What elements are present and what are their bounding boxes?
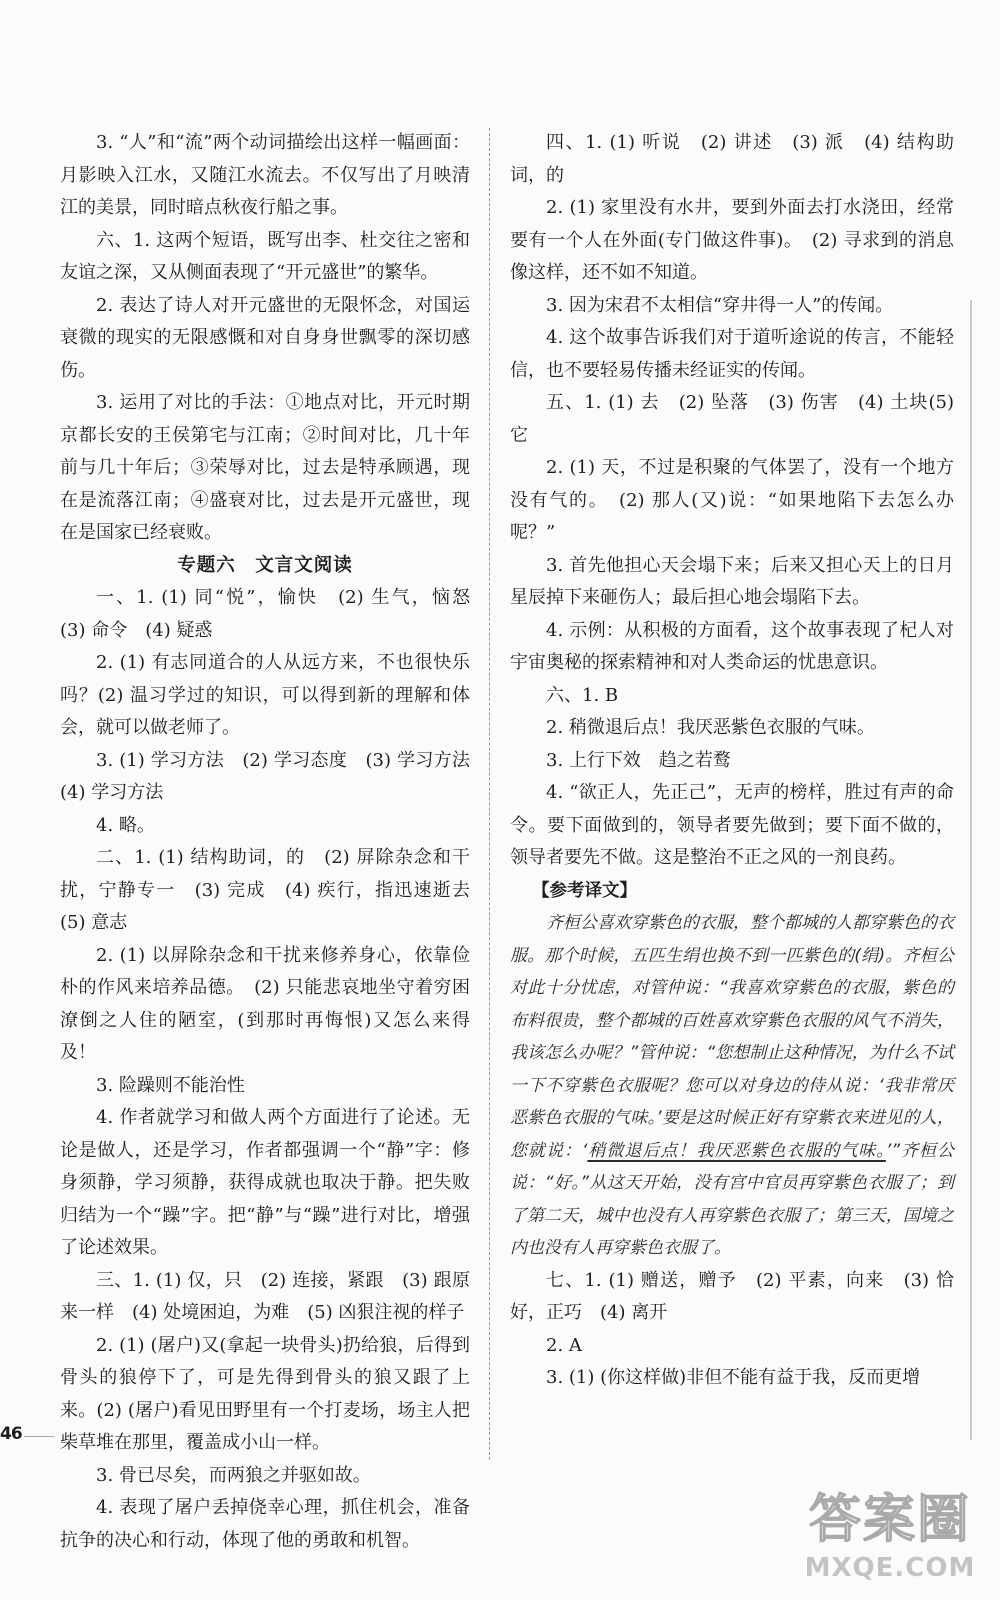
- answer-para: 2. (1) (屠户)又(拿起一块骨头)扔给狼，后得到骨头的狼停下了，可是先得到骨头的狼又跟了上来。(2) (屠户)看见田野里有一个打麦场，场主人把柴草堆在那里，覆盖成小山一样。: [60, 1334, 470, 1453]
- answer-para: 4. 作者就学习和做人两个方面进行了论述。无论是做人，还是学习，作者都强调一个“静”字：修身须静，学习须静，获得成就也取决于静。把失败归结为一个“躁”字。把“静”与“躁”进行对比，增强了论述效果。: [60, 1107, 470, 1258]
- answer-para: 3. 上行下效 趋之若鹜: [546, 749, 731, 771]
- answer-para: 五、1. (1) 去 (2) 坠落 (3) 伤害 (4) 土块(5) 它: [510, 392, 954, 446]
- underlined-sentence: 稍微退后点！我厌恶紫色衣服的气味。: [587, 1140, 886, 1161]
- answer-para: 3. 因为宋君不太相信“穿井得一人”的传闻。: [546, 294, 894, 316]
- watermark: [790, 1488, 990, 1600]
- reference-translation-title: 【参考译文】: [532, 880, 637, 901]
- answer-para: 3. 运用了对比的手法：①地点对比，开元时期京都长安的王侯第宅与江南；②时间对比，几十年前与几十年后；③荣辱对比，过去是特承顾遇，现在是流落江南；④盛衰对比，过去是开元盛世，现在是国家已经衰败。: [60, 392, 470, 543]
- page-edge-shadow: [970, 300, 972, 1440]
- answer-para: 三、1. (1) 仅，只 (2) 连接，紧跟 (3) 跟原来一样 (4) 处境困迫，为难 (5) 凶狠注视的样子: [60, 1269, 470, 1323]
- answer-para: 3. “人”和“流”两个动词描绘出这样一幅画面：月影映入江水，又随江水流去。不仅写出了月映清江的美景，同时暗点秋夜行船之事。: [60, 132, 470, 218]
- answer-para: 2. (1) 家里没有水井，要到外面去打水浇田，经常要有一个人在外面(专门做这件事)。 (2) 寻求到的消息像这样，还不如不知道。: [510, 197, 954, 283]
- column-divider: [489, 128, 490, 1460]
- right-column: [510, 127, 954, 1395]
- answer-para: 六、1. B: [546, 684, 619, 706]
- answer-para: 4. 略。: [96, 814, 155, 836]
- translation-text: ’”齐桓公说：“好。”从这天开始，没有宫中官员再穿紫色衣服了；到了第二天，城中也没有人再穿紫色衣服了；第三天，国境之内也没有人再穿紫色衣服了。: [510, 1140, 955, 1258]
- answer-para: 2. (1) 以屏除杂念和干扰来修养身心，依靠俭朴的作风来培养品德。 (2) 只能悲哀地坐守着穷困潦倒之人住的陋室，(到那时再悔恨)又怎么来得及！: [60, 944, 470, 1063]
- answer-para: 3. (1) 学习方法 (2) 学习态度 (3) 学习方法(4) 学习方法: [60, 749, 470, 803]
- answer-para: 二、1. (1) 结构助词，的 (2) 屏除杂念和干扰，宁静专一 (3) 完成 (4) 疾行，指迅速逝去(5) 意志: [60, 847, 470, 933]
- answer-para: 七、1. (1) 赠送，赠予 (2) 平素，向来 (3) 恰好，正巧 (4) 离开: [510, 1269, 954, 1323]
- answer-para: 4. “欲正人，先正己”，无声的榜样，胜过有声的命令。要下面做到的，领导者要先做到；要下面不做的，领导者要先不做。这是整治不正之风的一剂良药。: [510, 782, 954, 868]
- answer-para: 2. A: [546, 1334, 582, 1356]
- answer-para: 4. 表现了屠户丢掉侥幸心理，抓住机会，准备抗争的决心和行动，体现了他的勇敢和机智。: [60, 1497, 470, 1551]
- answer-para: 4. 示例：从积极的方面看，这个故事表现了杞人对宇宙奥秘的探索精神和对人类命运的忧患意识。: [510, 619, 954, 673]
- answer-para: 四、1. (1) 听说 (2) 讲述 (3) 派 (4) 结构助词，的: [510, 132, 954, 186]
- translation-text: 齐桓公喜欢穿紫色的衣服，整个都城的人都穿紫色的衣服。那个时候，五匹生绢也换不到一匹紫色的(绢)。齐桓公对此十分忧虑，对管仲说：“我喜欢穿紫色的衣服，紫色的布料很贵，整个都城的百姓喜欢穿紫色衣服的风气不消失，我该怎么办呢？”管仲说：“您想制止这种情况，为什么不试一下不穿紫色衣服呢？您可以对身边的侍从说：‘我非常厌恶紫色衣服的气味。’要是这时候正好有穿紫衣来进见的人，您就说：‘: [510, 913, 954, 1161]
- left-column: [60, 127, 488, 1557]
- answer-para: 3. (1) (你这样做)非但不能有益于我，反而更增: [546, 1367, 921, 1388]
- answer-para: 3. 骨已尽矣，而两狼之并驱如故。: [96, 1464, 371, 1486]
- answer-para: 2. (1) 天，不过是积聚的气体罢了，没有一个地方没有气的。 (2) 那人(又)说：“如果地陷下去怎么办呢？”: [510, 457, 954, 543]
- page-number-rule: [24, 1436, 54, 1437]
- section-title: 专题六 文言文阅读: [177, 554, 353, 576]
- page-number: 46: [0, 1424, 22, 1444]
- answer-para: 2. 表达了诗人对开元盛世的无限怀念，对国运衰微的现实的无限感慨和对自身身世飘零的深切感伤。: [60, 294, 470, 381]
- answer-para: 六、1. 这两个短语，既写出李、杜交往之密和友谊之深，又从侧面表现了“开元盛世”的繁华。: [60, 229, 470, 283]
- answer-para: 2. (1) 有志同道合的人从远方来，不也很快乐吗？(2) 温习学过的知识，可以得到新的理解和体会，就可以做老师了。: [60, 652, 470, 738]
- watermark-url: MXQE.COM: [804, 1553, 976, 1583]
- answer-para: 4. 这个故事告诉我们对于道听途说的传言，不能轻信，也不要轻易传播未经证实的传闻。: [510, 327, 954, 381]
- answer-para: 3. 险躁则不能治性: [96, 1074, 245, 1096]
- reference-translation: [510, 907, 954, 1265]
- answer-para: 3. 首先他担心天会塌下来；后来又担心天上的日月星辰掉下来砸伤人；最后担心地会塌陷下去。: [510, 554, 954, 608]
- answer-para: 2. 稍微退后点！我厌恶紫色衣服的气味。: [546, 717, 875, 738]
- watermark-logo: 答案圈: [808, 1490, 971, 1550]
- answer-para: 一、1. (1) 同“悦”，愉快 (2) 生气，恼怒 (3) 命令 (4) 疑惑: [60, 587, 488, 641]
